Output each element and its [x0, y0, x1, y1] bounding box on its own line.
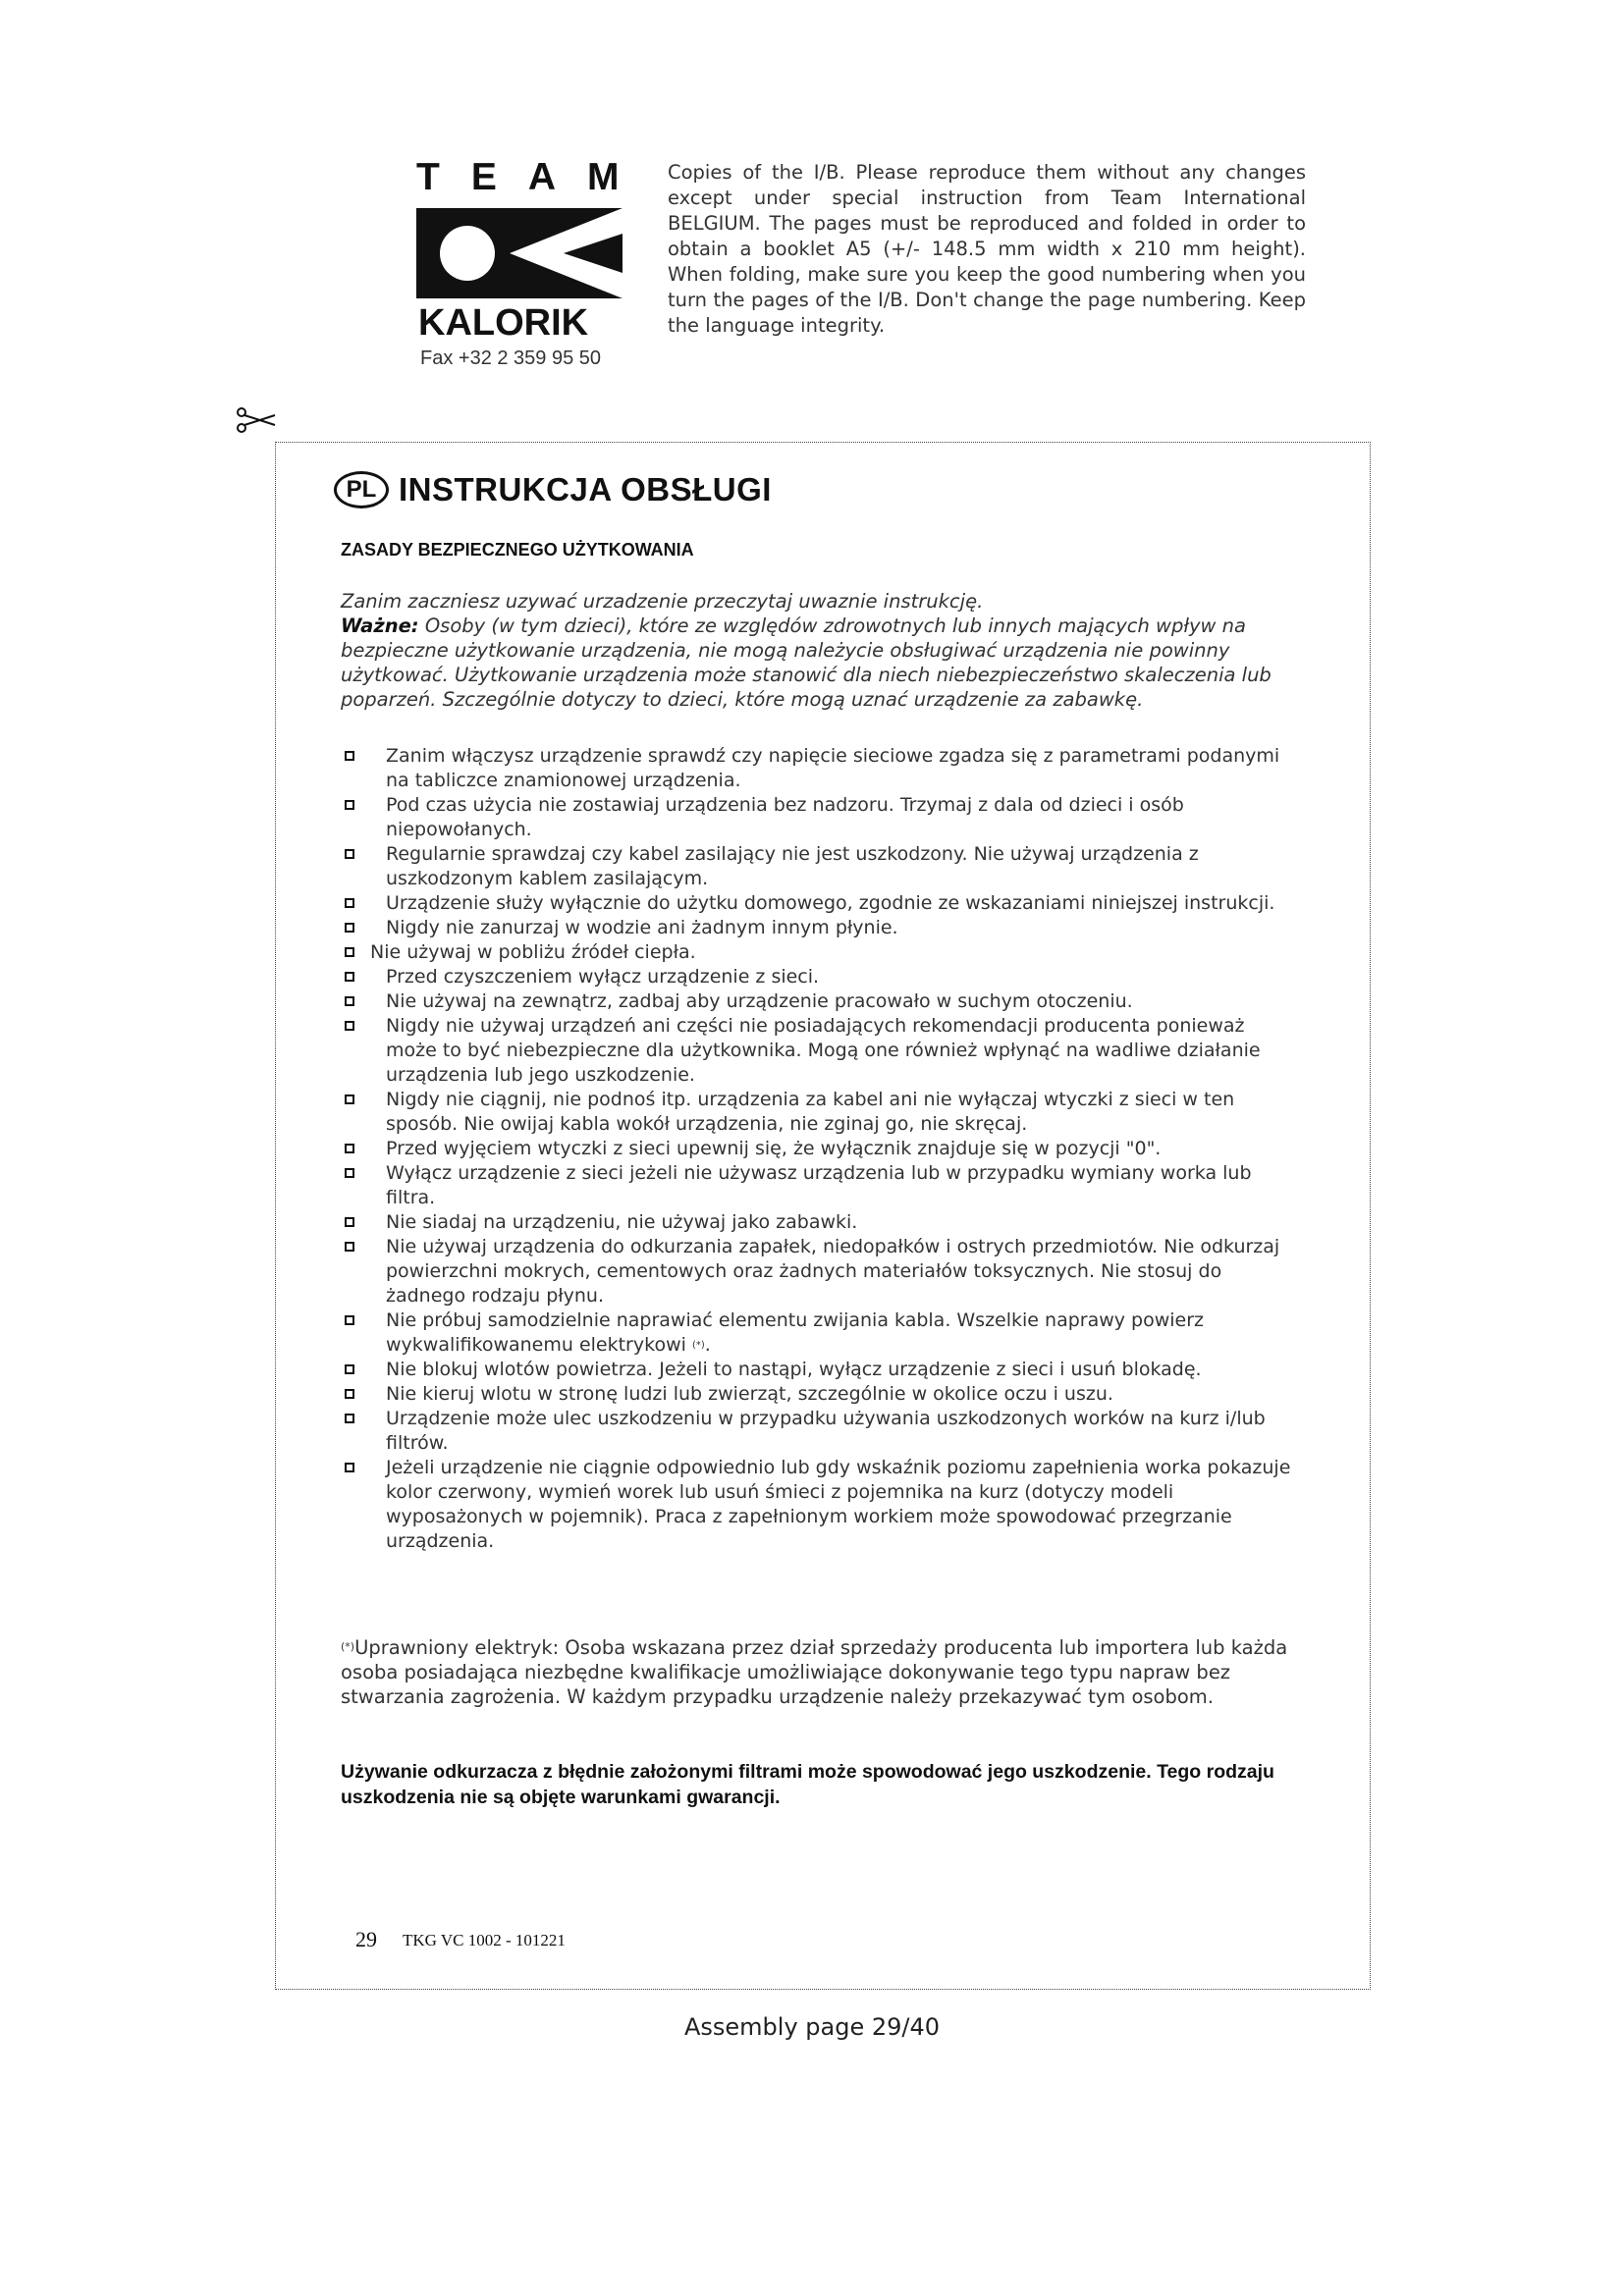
list-item: Pod czas użycia nie zostawiaj urządzenia bez nadzoru. Trzymaj z dala od dzieci i osób niepowołanych.	[341, 793, 1298, 842]
intro-line: Zanim zaczniesz uzywać urzadzenie przeczytaj uwaznie instrukcję.	[341, 590, 984, 613]
checkbox-bullet-icon	[345, 1315, 354, 1325]
section-heading: ZASADY BEZPIECZNEGO UŻYTKOWANIA	[341, 540, 694, 560]
checkbox-bullet-icon	[345, 1144, 354, 1153]
safety-warnings-list	[341, 744, 1298, 1554]
list-item: Zanim włączysz urządzenie sprawdź czy napięcie sieciowe zgadza się z parametrami podanymi na tabliczce znamionowej urządzenia.	[341, 744, 1298, 793]
list-item: Urządzenie może ulec uszkodzeniu w przypadku używania uszkodzonych worków na kurz i/lub filtrów.	[341, 1407, 1298, 1456]
list-item: Nie kieruj wlotu w stronę ludzi lub zwierząt, szczególnie w okolice oczu i uszu.	[341, 1382, 1298, 1407]
team-kalorik-logo	[416, 156, 651, 370]
checkbox-bullet-icon	[345, 751, 354, 761]
list-item: Nigdy nie zanurzaj w wodzie ani żadnym innym płynie.	[341, 916, 1298, 940]
footnote-text: Uprawniony elektryk: Osoba wskazana przez dział sprzedaży producenta lub importera lub każda osoba posiadająca niezbędne kwalifikacje umożliwiające dokonywanie tego typu napraw bez stwarzania zagrożenia. W każdym przypadku urządzenie należy przekazywać tym osobom.	[341, 1636, 1288, 1708]
assembly-page-label: Assembly page 29/40	[683, 2013, 941, 2041]
brand-kalorik: KALORIK	[418, 302, 589, 344]
list-item: Nigdy nie używaj urządzeń ani części nie posiadających rekomendacji producenta ponieważ może to być niebezpieczne dla użytkownika. Mogą one również wpłynąć na wadliwe działanie urządzenia lub jego uszkodzenie.	[341, 1014, 1298, 1088]
list-item: Nie próbuj samodzielnie naprawiać elementu zwijania kabla. Wszelkie naprawy powierz wykwalifikowanemu elektrykowi (*).	[341, 1308, 1298, 1358]
checkbox-bullet-icon	[345, 1217, 354, 1227]
checkbox-bullet-icon	[345, 1414, 354, 1423]
list-item: Regularnie sprawdzaj czy kabel zasilający nie jest uszkodzony. Nie używaj urządzenia z uszkodzonym kablem zasilającym.	[341, 842, 1298, 891]
checkbox-bullet-icon	[345, 1242, 354, 1252]
list-item: Nie używaj na zewnątrz, zadbaj aby urządzenie pracowało w suchym otoczeniu.	[341, 989, 1298, 1014]
footnote-mark: (*)	[341, 1640, 355, 1653]
checkbox-bullet-icon	[345, 1389, 354, 1399]
list-item: Wyłącz urządzenie z sieci jeżeli nie używasz urządzenia lub w przypadku wymiany worka lub filtra.	[341, 1161, 1298, 1210]
list-item: Nie używaj urządzenia do odkurzania zapałek, niedopałków i ostrych przedmiotów. Nie odkurzaj powierzchni mokrych, cementowych oraz żadnych materiałów toksycznych. Nie stosuj do żadnego rodzaju płynu.	[341, 1235, 1298, 1308]
checkbox-bullet-icon	[345, 1095, 354, 1104]
checkbox-bullet-icon	[345, 1168, 354, 1178]
manual-title-row	[334, 471, 772, 508]
warranty-note: Używanie odkurzacza z błędnie założonymi filtrami może spowodować jego uszkodzenie. Tego rodzaju uszkodzenia nie są objęte warunkami gwarancji.	[341, 1761, 1274, 1808]
list-item: Nie blokuj wlotów powietrza. Jeżeli to nastąpi, wyłącz urządzenie z sieci i usuń blokadę.	[341, 1358, 1298, 1382]
kalorik-emblem-icon	[416, 208, 623, 298]
checkbox-bullet-icon	[345, 849, 354, 859]
reproduction-instructions: Copies of the I/B. Please reproduce them without any changes except under special instruction from Team International BELGIUM. The pages must be reproduced and folded in order to obtain a booklet A5 (+/- 148.5 mm width x 210 mm height). When folding, make sure you keep the good numbering when you turn the pages of the I/B. Don't change the page numbering. Keep the language integrity.	[668, 161, 1306, 337]
list-item: Jeżeli urządzenie nie ciągnie odpowiednio lub gdy wskaźnik poziomu zapełnienia worka pokazuje kolor czerwony, wymień worek lub usuń śmieci z pojemnika na kurz (dotyczy modeli wyposażonych w pojemnik). Praca z zapełnionym workiem może spowodować przegrzanie urządzenia.	[341, 1456, 1298, 1554]
checkbox-bullet-icon	[345, 972, 354, 982]
list-item: Przed czyszczeniem wyłącz urządzenie z sieci.	[341, 965, 1298, 989]
checkbox-bullet-icon	[345, 898, 354, 908]
important-label: Ważne:	[341, 614, 419, 637]
footnote-reference: (*)	[691, 1340, 705, 1351]
checkbox-bullet-icon	[345, 996, 354, 1006]
page-number: 29	[355, 1927, 377, 1951]
list-item: Urządzenie służy wyłącznie do użytku domowego, zgodnie ze wskazaniami niniejszej instrukcji.	[341, 891, 1298, 916]
checkbox-bullet-icon	[345, 1021, 354, 1031]
scissors-icon	[236, 407, 277, 433]
list-item: Nie siadaj na urządzeniu, nie używaj jako zabawki.	[341, 1210, 1298, 1235]
footnote	[341, 1634, 1293, 1709]
checkbox-bullet-icon	[345, 1364, 354, 1374]
important-text: Osoby (w tym dzieci), które ze względów zdrowotnych lub innych mających wpływ na bezpieczne użytkowanie urządzenia, nie mogą należycie obsługiwać urządzenia nie powinny użytkować. Użytkowanie urządzenia może stanowić dla niech niebezpieczeństwo skaleczenia lub poparzeń. Szczególnie dotyczy to dzieci, które mogą uznać urządzenie za zabawkę.	[341, 614, 1272, 711]
checkbox-bullet-icon	[345, 923, 354, 933]
list-item: Nie używaj w pobliżu źródeł ciepła.	[339, 940, 1298, 965]
list-item: Nigdy nie ciągnij, nie podnoś itp. urządzenia za kabel ani nie wyłączaj wtyczki z sieci w ten sposób. Nie owijaj kabla wokół urządzenia, nie zginaj go, nie skręcaj.	[341, 1088, 1298, 1137]
checkbox-bullet-icon	[345, 1463, 354, 1472]
intro-paragraph	[341, 589, 1293, 712]
model-code: TKG VC 1002 - 101221	[403, 1931, 566, 1949]
list-item: Przed wyjęciem wtyczki z sieci upewnij się, że wyłącznik znajduje się w pozycji "0".	[341, 1137, 1298, 1161]
fax-number: Fax +32 2 359 95 50	[420, 347, 602, 369]
page-title: INSTRUKCJA OBSŁUGI	[399, 471, 772, 507]
checkbox-bullet-icon	[345, 800, 354, 810]
language-badge: PL	[334, 471, 389, 508]
checkbox-bullet-icon	[345, 947, 354, 957]
brand-team: TEAM	[416, 156, 651, 198]
